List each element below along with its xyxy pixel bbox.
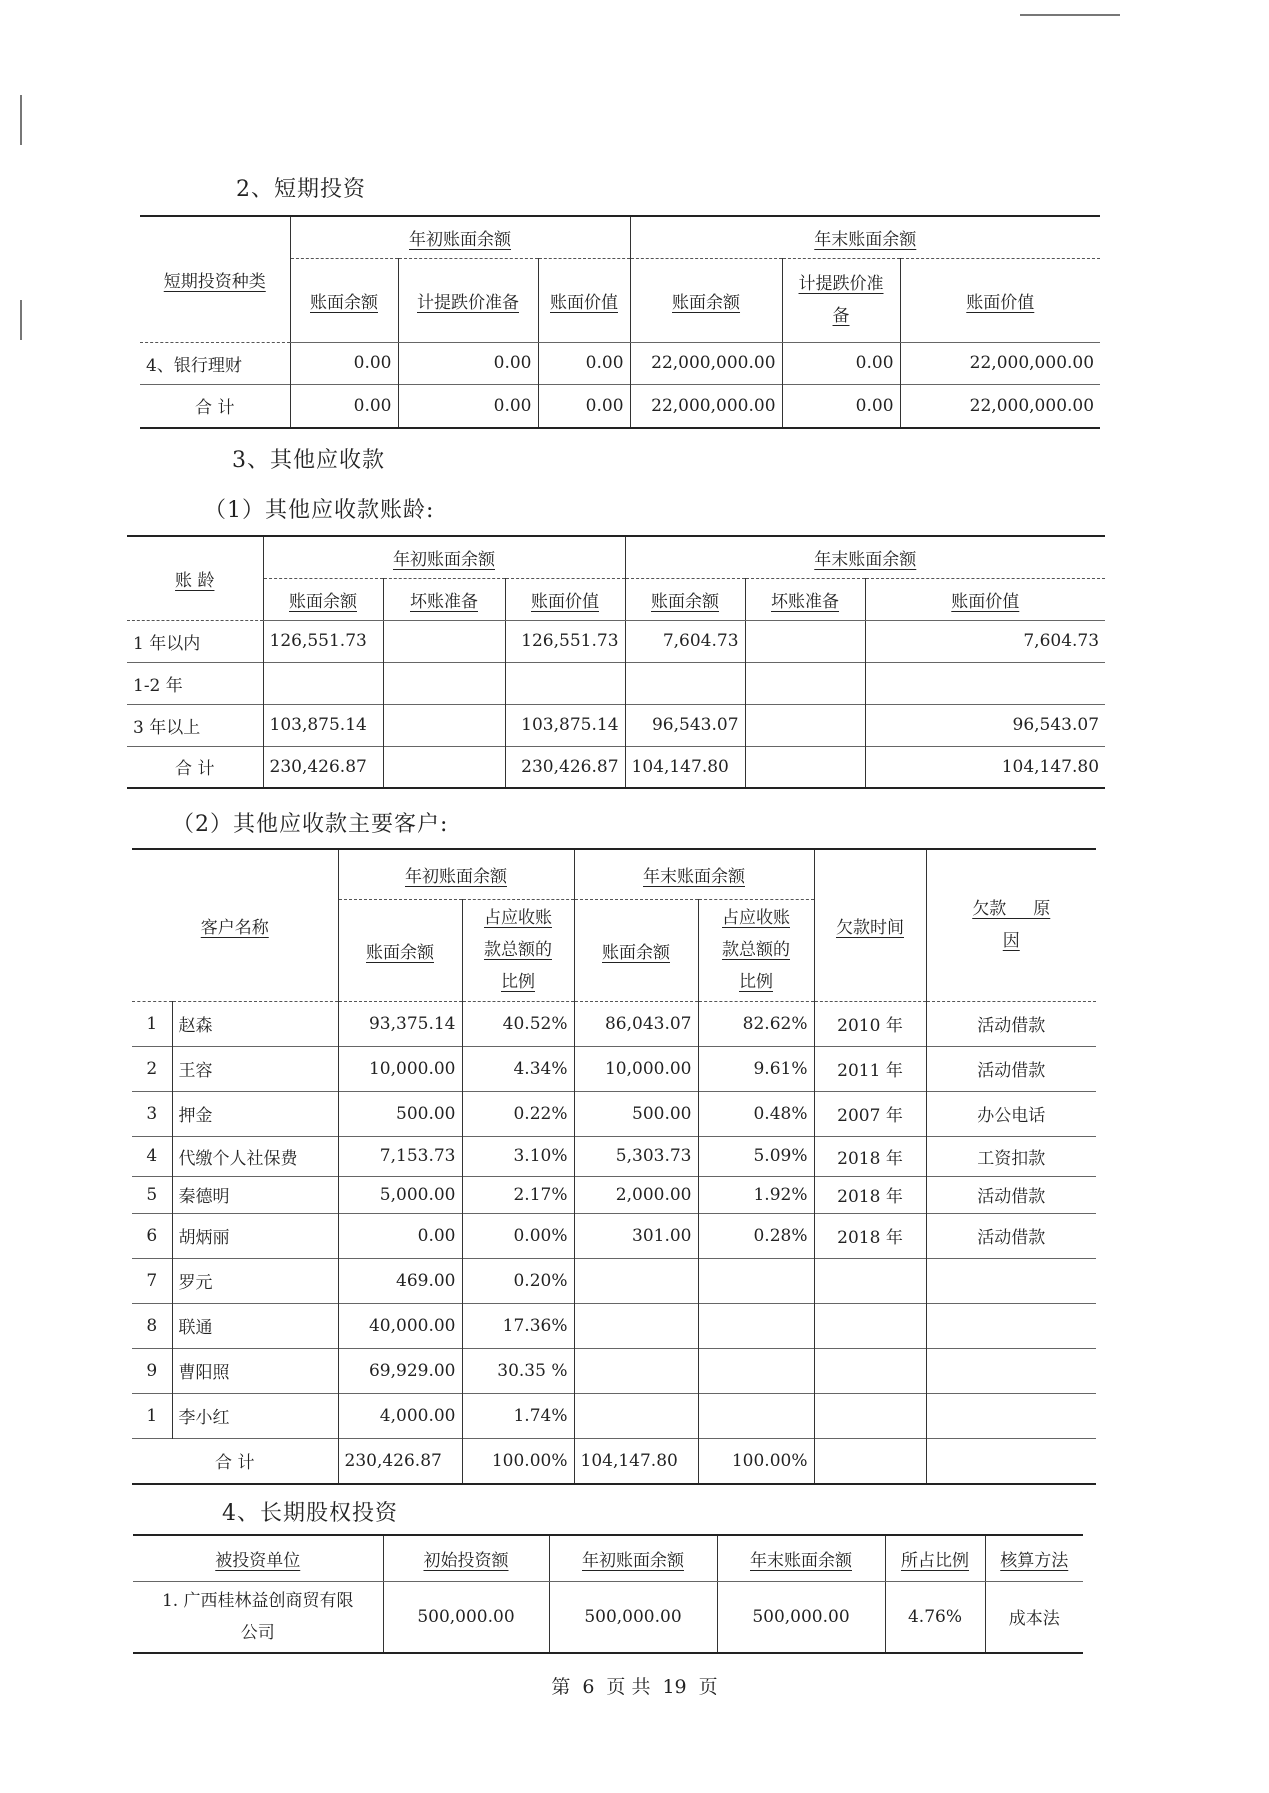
cell: 93,375.14: [338, 1001, 462, 1046]
customer-name: 罗元: [172, 1258, 338, 1303]
header-begin-balance: 年初账面余额: [409, 229, 511, 250]
header-impairment-line2: 备: [832, 306, 850, 326]
cell: 5,000.00: [338, 1176, 462, 1213]
cell: 活动借款: [926, 1001, 1096, 1046]
header-reason-line1: 欠款 原: [972, 899, 1051, 920]
customer-name: 曹阳照: [172, 1348, 338, 1393]
cell: 0.48%: [698, 1091, 814, 1136]
table-row: [127, 620, 1105, 662]
cell: 0.28%: [698, 1213, 814, 1258]
scan-mark-top-right: [1020, 14, 1120, 16]
cell: 500,000.00: [383, 1581, 549, 1653]
cell: [926, 1393, 1096, 1438]
header-book-balance: 账面余额: [672, 292, 741, 313]
cell: 4,000.00: [338, 1393, 462, 1438]
header-book-value: 账面价值: [951, 591, 1020, 612]
row-index: 7: [146, 1270, 158, 1291]
customer-name: 秦德明: [172, 1176, 338, 1213]
cell: 22,000,000.00: [630, 384, 782, 428]
cell: 0.00: [338, 1213, 462, 1258]
header-reason-line2: 因: [1002, 931, 1020, 952]
table-row-total: [127, 746, 1105, 788]
header-method: 核算方法: [1000, 1550, 1069, 1571]
table-row: [127, 662, 1105, 704]
table-row: [132, 1176, 1096, 1213]
header-initial-investment: 初始投资额: [423, 1550, 509, 1571]
cell: 103,875.14: [505, 704, 625, 746]
cell: 7,153.73: [338, 1136, 462, 1176]
cell: [698, 1258, 814, 1303]
cell: [625, 662, 745, 704]
cell: 1.92%: [698, 1176, 814, 1213]
header-bad-debt: 坏账准备: [771, 591, 840, 612]
cell: 0.00: [782, 342, 900, 384]
cell: 3.10%: [462, 1136, 574, 1176]
header-begin-balance: 年初账面余额: [405, 866, 507, 887]
header-book-value: 账面价值: [550, 292, 618, 313]
row-label: 1-2 年: [133, 675, 183, 696]
header-ratio-line1: 占应收账: [722, 908, 790, 928]
table-row: [132, 1001, 1096, 1046]
cell: 500,000.00: [717, 1581, 885, 1653]
row-label: 1 年以内: [133, 633, 201, 654]
scan-mark-left-2: [20, 300, 22, 340]
header-begin-balance: 年初账面余额: [582, 1550, 684, 1571]
cell: 100.00%: [462, 1438, 574, 1484]
cell: 469.00: [338, 1258, 462, 1303]
header-book-value: 账面价值: [966, 292, 1035, 313]
header-ratio-line2: 款总额的: [722, 940, 790, 960]
receivables-customers-table: [132, 848, 1096, 1485]
header-aging: 账 龄: [175, 570, 215, 591]
header-ratio-line3: 比例: [739, 972, 773, 992]
long-term-equity-table: [133, 1534, 1083, 1654]
cell: [383, 704, 505, 746]
cell: 40.52%: [462, 1001, 574, 1046]
cell: [745, 746, 865, 788]
cell: [814, 1303, 926, 1348]
cell: 500.00: [338, 1091, 462, 1136]
section-3-1-heading: （1）其他应收款账龄:: [204, 498, 435, 523]
header-end-balance: 年末账面余额: [643, 866, 745, 887]
customer-name: 联通: [172, 1303, 338, 1348]
cell: 22,000,000.00: [900, 384, 1100, 428]
cell: [505, 662, 625, 704]
cell: 104,147.80: [865, 746, 1105, 788]
cell: 96,543.07: [865, 704, 1105, 746]
row-index: 1: [146, 1013, 158, 1034]
table-row: [132, 1303, 1096, 1348]
customer-name: 押金: [172, 1091, 338, 1136]
cell: 成本法: [985, 1581, 1083, 1653]
cell: 0.00: [398, 384, 538, 428]
customer-rows: [132, 1001, 1096, 1484]
cell: 2.17%: [462, 1176, 574, 1213]
cell: 82.62%: [698, 1001, 814, 1046]
cell: 301.00: [574, 1213, 698, 1258]
section-4-heading: 4、长期股权投资: [222, 1501, 398, 1526]
cell: 4.76%: [885, 1581, 985, 1653]
table-row: [140, 342, 1100, 384]
section-2-heading: 2、短期投资: [236, 177, 366, 202]
cell: 5,303.73: [574, 1136, 698, 1176]
cell: 30.35 %: [462, 1348, 574, 1393]
cell: 2018 年: [814, 1213, 926, 1258]
header-debt-time: 欠款时间: [836, 917, 904, 938]
table-row: [132, 1213, 1096, 1258]
cell: [926, 1303, 1096, 1348]
cell: 96,543.07: [625, 704, 745, 746]
footer-prefix: 第: [551, 1676, 571, 1698]
cell: 10,000.00: [574, 1046, 698, 1091]
table-row: [132, 1348, 1096, 1393]
cell: [745, 704, 865, 746]
header-impairment: 计提跌价准备: [417, 292, 519, 313]
footer-page-number: 6: [582, 1676, 595, 1698]
cell: 0.00: [782, 384, 900, 428]
cell: 工资扣款: [926, 1136, 1096, 1176]
cell: 2,000.00: [574, 1176, 698, 1213]
customer-name: 胡炳丽: [172, 1213, 338, 1258]
cell: [574, 1348, 698, 1393]
cell: 0.00: [398, 342, 538, 384]
header-investee: 被投资单位: [215, 1550, 301, 1571]
row-index: 4: [146, 1146, 158, 1166]
row-index: 2: [146, 1058, 158, 1079]
cell: [574, 1303, 698, 1348]
row-label: 合 计: [215, 1453, 255, 1474]
cell: 86,043.07: [574, 1001, 698, 1046]
header-investment-type: 短期投资种类: [163, 271, 266, 292]
table-row-total: [140, 384, 1100, 428]
cell: 0.20%: [462, 1258, 574, 1303]
investee-name-line2: 公司: [240, 1622, 275, 1643]
cell: [745, 662, 865, 704]
header-end-balance: 年末账面余额: [814, 549, 917, 570]
header-ratio-line1: 占应收账: [484, 908, 552, 928]
cell: [383, 662, 505, 704]
table-row-total: [132, 1438, 1096, 1484]
cell: 活动借款: [926, 1213, 1096, 1258]
cell: [926, 1348, 1096, 1393]
section-3-2-heading: （2）其他应收款主要客户:: [172, 812, 449, 837]
cell: 办公电话: [926, 1091, 1096, 1136]
cell: 69,929.00: [338, 1348, 462, 1393]
cell: 104,147.80: [625, 746, 745, 788]
header-book-balance: 账面余额: [366, 942, 434, 963]
header-book-balance: 账面余额: [310, 292, 378, 313]
header-begin-balance: 年初账面余额: [393, 549, 495, 570]
footer-total-pages: 19: [662, 1676, 687, 1698]
row-index: 5: [146, 1184, 158, 1205]
cell: 126,551.73: [505, 620, 625, 662]
cell: [865, 662, 1105, 704]
cell: 2010 年: [814, 1001, 926, 1046]
cell: 230,426.87: [338, 1438, 462, 1484]
table-row: [127, 704, 1105, 746]
table-row: [133, 1581, 1083, 1653]
cell: 100.00%: [698, 1438, 814, 1484]
table-row: [132, 1393, 1096, 1438]
cell: [574, 1393, 698, 1438]
row-label: 3 年以上: [133, 717, 201, 738]
table-row: [132, 1091, 1096, 1136]
header-book-balance: 账面余额: [651, 591, 720, 612]
cell: [698, 1303, 814, 1348]
customer-name: 赵森: [172, 1001, 338, 1046]
cell: [814, 1348, 926, 1393]
table-row: [132, 1136, 1096, 1176]
header-end-balance: 年末账面余额: [814, 229, 917, 250]
header-book-balance: 账面余额: [602, 942, 670, 963]
cell: 2011 年: [814, 1046, 926, 1091]
cell: 0.00: [538, 342, 630, 384]
cell: 40,000.00: [338, 1303, 462, 1348]
cell: 2018 年: [814, 1176, 926, 1213]
cell: 126,551.73: [263, 620, 383, 662]
row-label: 合 计: [195, 398, 235, 419]
row-label: 合 计: [175, 759, 215, 780]
scan-mark-left-1: [20, 95, 22, 145]
header-book-balance: 账面余额: [289, 591, 357, 612]
cell: 500,000.00: [549, 1581, 717, 1653]
page-footer: [0, 1672, 1269, 1699]
cell: 9.61%: [698, 1046, 814, 1091]
cell: 230,426.87: [263, 746, 383, 788]
cell: [814, 1393, 926, 1438]
section-3-heading: 3、其他应收款: [232, 448, 385, 473]
cell: 0.00: [538, 384, 630, 428]
cell: 22,000,000.00: [630, 342, 782, 384]
table-row: [132, 1046, 1096, 1091]
cell: [926, 1258, 1096, 1303]
cell: [263, 662, 383, 704]
cell: 2018 年: [814, 1136, 926, 1176]
cell: 1.74%: [462, 1393, 574, 1438]
cell: 17.36%: [462, 1303, 574, 1348]
cell: 500.00: [574, 1091, 698, 1136]
header-ratio-line3: 比例: [501, 972, 535, 992]
cell: [698, 1393, 814, 1438]
cell: 0.00: [290, 342, 398, 384]
row-index: 3: [146, 1103, 158, 1124]
header-impairment-line1: 计提跌价准: [798, 274, 884, 294]
row-index: 9: [146, 1360, 158, 1381]
cell: 0.00%: [462, 1213, 574, 1258]
customer-name: 李小红: [172, 1393, 338, 1438]
cell: 活动借款: [926, 1046, 1096, 1091]
cell: 230,426.87: [505, 746, 625, 788]
cell: [574, 1258, 698, 1303]
receivables-aging-table: [127, 535, 1105, 789]
cell: 22,000,000.00: [900, 342, 1100, 384]
cell: 2007 年: [814, 1091, 926, 1136]
header-ratio-line2: 款总额的: [484, 940, 552, 960]
cell: [814, 1438, 926, 1484]
row-index: 6: [146, 1225, 158, 1246]
cell: [814, 1258, 926, 1303]
cell: 104,147.80: [574, 1438, 698, 1484]
short-term-investment-table: [140, 215, 1100, 429]
cell: [383, 620, 505, 662]
customer-name: 王容: [172, 1046, 338, 1091]
row-index: 8: [146, 1315, 158, 1336]
cell: 5.09%: [698, 1136, 814, 1176]
customer-name: 代缴个人社保费: [172, 1136, 338, 1176]
table-row: [132, 1258, 1096, 1303]
footer-suffix: 页: [698, 1676, 718, 1698]
header-book-value: 账面价值: [531, 591, 599, 612]
cell: 103,875.14: [263, 704, 383, 746]
investee-name-line1: 1. 广西桂林益创商贸有限: [161, 1590, 354, 1611]
row-index: 1: [146, 1405, 158, 1426]
cell: 4.34%: [462, 1046, 574, 1091]
cell: [383, 746, 505, 788]
cell: [926, 1438, 1096, 1484]
cell: [745, 620, 865, 662]
cell: 10,000.00: [338, 1046, 462, 1091]
cell: [698, 1348, 814, 1393]
cell: 活动借款: [926, 1176, 1096, 1213]
row-label: 4、银行理财: [146, 355, 242, 376]
footer-mid: 页 共: [606, 1676, 651, 1698]
cell: 7,604.73: [865, 620, 1105, 662]
cell: 0.22%: [462, 1091, 574, 1136]
cell: 7,604.73: [625, 620, 745, 662]
header-customer-name: 客户名称: [200, 917, 269, 938]
header-end-balance: 年末账面余额: [750, 1550, 852, 1571]
header-ratio: 所占比例: [901, 1550, 969, 1571]
cell: 0.00: [290, 384, 398, 428]
header-bad-debt: 坏账准备: [410, 591, 478, 612]
